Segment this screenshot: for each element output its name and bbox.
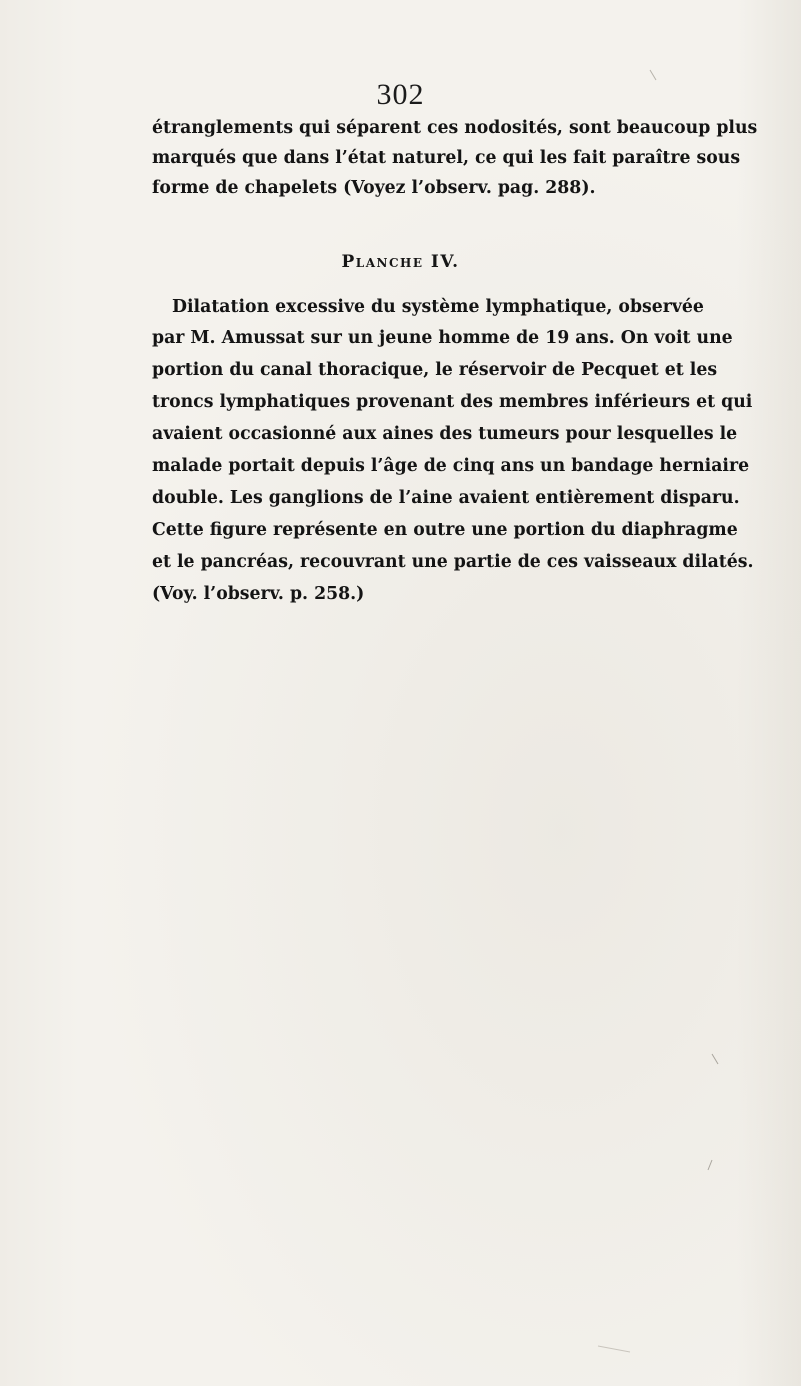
paragraph-2-line-7: double. Les ganglions de l’aine avaient entièrement disparu. bbox=[152, 488, 740, 508]
paragraph-2-line-5: avaient occasionné aux aines des tumeurs pour lesquelles le bbox=[152, 424, 738, 444]
paragraph-2-line-6: malade portait depuis l’âge de cinq ans un bandage herniaire bbox=[152, 456, 750, 476]
paragraph-2-line-10: (Voy. l’observ. p. 258.) bbox=[152, 584, 365, 604]
speck-3 bbox=[708, 1160, 712, 1170]
page-number: 302 bbox=[376, 78, 425, 111]
paragraph-2-line-3: portion du canal thoracique, le réservoir de Pecquet et les bbox=[152, 360, 718, 380]
paragraph-1-line-2: marqués que dans l’état naturel, ce qui les fait paraître sous bbox=[152, 148, 741, 168]
paragraph-2-line-8: Cette figure représente en outre une portion du diaphragme bbox=[152, 520, 738, 540]
plate-heading bbox=[0, 252, 801, 272]
paragraph-2-line-2: par M. Amussat sur un jeune homme de 19 ans. On voit une bbox=[152, 328, 733, 348]
paragraph-1-line-1: étranglements qui séparent ces nodosités, sont beaucoup plus bbox=[152, 118, 758, 138]
paragraph-2-line-9: et le pancréas, recouvrant une partie de ces vaisseaux dilatés. bbox=[152, 552, 754, 572]
paragraph-2-line-1: Dilatation excessive du système lymphatique, observée bbox=[172, 297, 704, 317]
paragraph-1-line-3: forme de chapelets (Voyez l’observ. pag. 288). bbox=[152, 178, 596, 198]
paragraph-2-line-4: troncs lymphatiques provenant des membres inférieurs et qui bbox=[152, 392, 753, 412]
plate-heading-text: Planche IV. bbox=[341, 252, 460, 272]
speck-4 bbox=[598, 1346, 630, 1352]
speck-2 bbox=[712, 1054, 718, 1064]
